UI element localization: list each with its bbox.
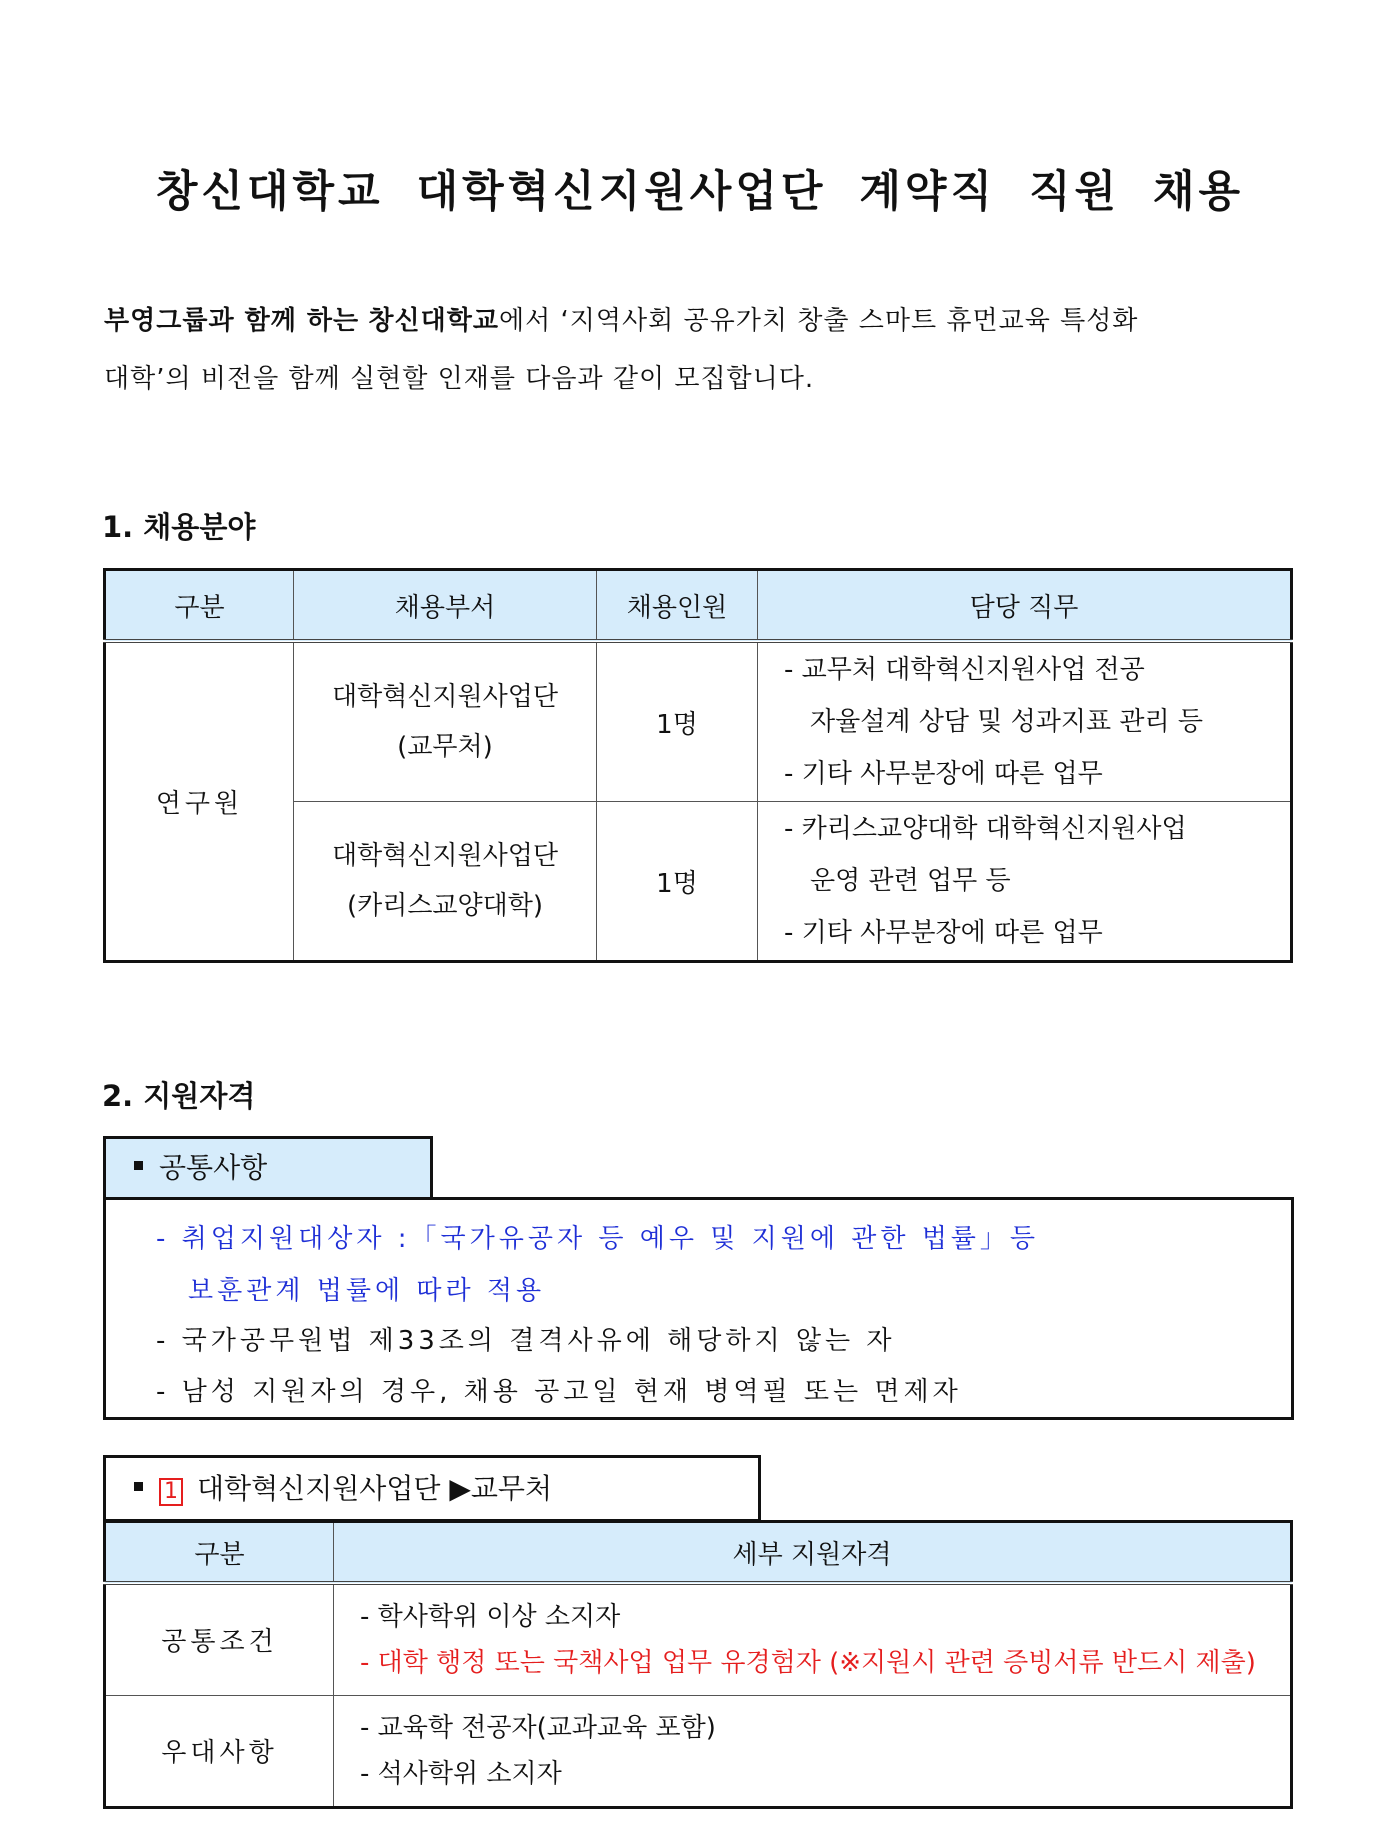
preference-line: - 교육학 전공자(교과교육 포함): [360, 1712, 716, 1743]
intro-bold-2: 창신대학교: [368, 306, 500, 336]
duty-line: 운영 관련 업무 등: [810, 866, 1011, 896]
duty-line: - 카리스교양대학 대학혁신지원사업: [784, 814, 1187, 844]
duty-line: - 기타 사무분장에 따른 업무: [784, 759, 1103, 789]
section1-heading: 1. 채용분야: [102, 510, 256, 544]
condition-cell: [334, 1583, 1292, 1695]
condition-label: 공통조건: [105, 1583, 334, 1695]
common-tab: [103, 1136, 433, 1200]
header-detail: 세부 지원자격: [334, 1522, 1292, 1584]
qualification-table: [103, 1520, 1293, 1809]
table-row: [105, 641, 1292, 802]
intro-rest: 에서 ‘지역사회 공유가치 창출 스마트 휴먼교육 특성화: [499, 306, 1139, 336]
table-row: [105, 1695, 1292, 1807]
qualification-header-row: [105, 1522, 1292, 1584]
header-duty: 담당 직무: [758, 570, 1292, 642]
header-category: 구분: [105, 570, 294, 642]
department-cell: [294, 641, 597, 802]
department-name: 대학혁신지원사업단: [331, 682, 559, 712]
department-name: 대학혁신지원사업단: [331, 841, 559, 871]
department-cell: [294, 802, 597, 962]
department-sub: (교무처): [397, 732, 493, 762]
common-tab-label: 공통사항: [159, 1151, 268, 1184]
recruitment-header-row: [105, 570, 1292, 642]
preference-label: 우대사항: [105, 1695, 334, 1807]
condition-line-highlight: - 대학 행정 또는 국책사업 업무 유경험자 (※지원시 관련 증빙서류 반드시 제출): [360, 1647, 1256, 1678]
section2-heading: 2. 지원자격: [102, 1079, 256, 1113]
intro-line-2: 대학’의 비전을 함께 실현할 인재를 다음과 같이 모집합니다.: [104, 364, 815, 394]
sub-tab-label: 대학혁신지원사업단 ▶교무처: [197, 1472, 553, 1505]
common-line: - 남성 지원자의 경우, 채용 공고일 현재 병역필 또는 면제자: [156, 1377, 962, 1407]
duty-line: 자율설계 상담 및 성과지표 관리 등: [810, 707, 1203, 737]
header-headcount: 채용인원: [597, 570, 758, 642]
sub-tab: [103, 1455, 761, 1522]
department-sub: (카리스교양대학): [346, 891, 544, 921]
preference-line: - 석사학위 소지자: [360, 1758, 562, 1789]
duty-cell: [758, 641, 1292, 802]
headcount-cell: 1명: [597, 802, 758, 962]
intro-line-1: [104, 300, 1304, 337]
duty-cell: [758, 802, 1292, 962]
common-line: 보훈관계 법률에 따라 적용: [188, 1276, 546, 1306]
bullet-square-icon: [134, 1161, 143, 1170]
header-department: 채용부서: [294, 570, 597, 642]
number-badge: 1: [159, 1478, 183, 1506]
duty-line: - 교무처 대학혁신지원사업 전공: [784, 655, 1145, 685]
page-title: 창신대학교 대학혁신지원사업단 계약직 직원 채용: [155, 167, 1245, 217]
intro-bold-1: 부영그룹과 함께 하는: [104, 306, 360, 336]
duty-line: - 기타 사무분장에 따른 업무: [784, 918, 1103, 948]
table-row: [105, 1583, 1292, 1695]
condition-line: - 학사학위 이상 소지자: [360, 1601, 621, 1632]
common-line: - 국가공무원법 제33조의 결격사유에 해당하지 않는 자: [156, 1326, 896, 1356]
common-box: [103, 1197, 1294, 1420]
bullet-square-icon: [134, 1482, 143, 1491]
common-line: - 취업지원대상자 :「국가유공자 등 예우 및 지원에 관한 법률」등: [156, 1224, 1040, 1254]
category-cell: 연구원: [105, 641, 294, 962]
headcount-cell: 1명: [597, 641, 758, 802]
preference-cell: [334, 1695, 1292, 1807]
header-category: 구분: [105, 1522, 334, 1584]
recruitment-table: [103, 568, 1293, 963]
